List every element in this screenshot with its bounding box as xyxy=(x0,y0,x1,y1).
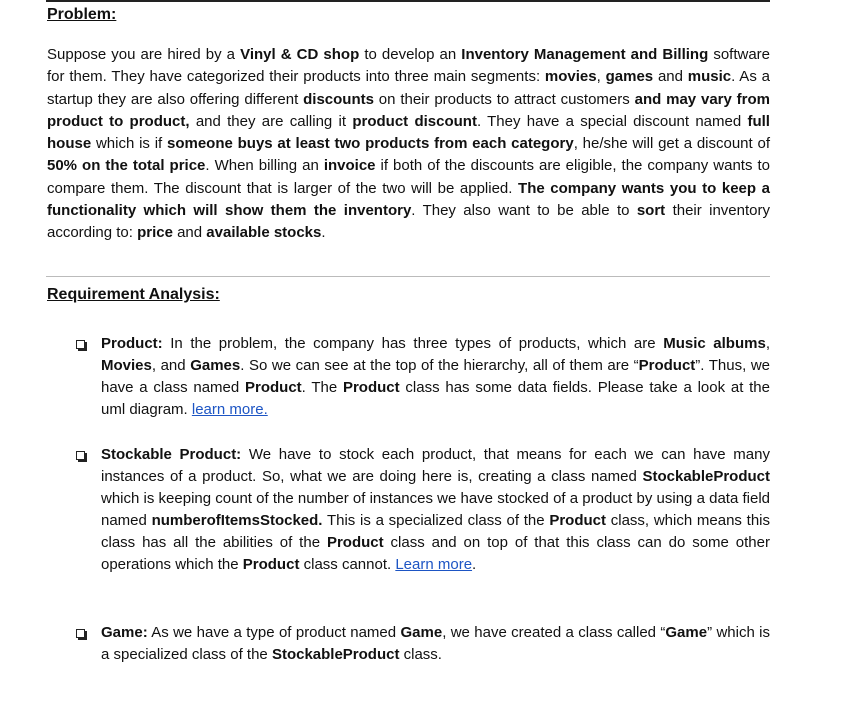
bold-text: movies xyxy=(544,68,597,86)
text-run: . xyxy=(472,556,477,573)
top-divider xyxy=(46,0,770,2)
text-run: . They have a special discount named xyxy=(476,112,748,130)
text-run: , xyxy=(596,68,606,86)
text-run: , and xyxy=(151,357,191,374)
requirement-analysis-heading: Requirement Analysis: xyxy=(47,286,220,303)
problem-heading: Problem: xyxy=(47,6,117,23)
text-run: We have to stock each product, that means for each we can have many instances of a product. So, what we are doing here is, creating a class named xyxy=(101,446,770,485)
text-run: software for them. They have categorized their products into three main segments: xyxy=(47,46,771,86)
bullet-game-text xyxy=(101,622,770,666)
bullet-product-text xyxy=(101,333,770,421)
text-run: In the problem, the company has three types of products, which are xyxy=(162,335,664,352)
text-run: , xyxy=(765,335,770,352)
bold-text: Game: xyxy=(101,624,148,641)
bold-text: Games xyxy=(190,357,241,374)
bold-text: Inventory Management and Billing xyxy=(461,46,709,63)
text-run: . They also want to be able to xyxy=(411,202,637,220)
text-run: to develop an xyxy=(359,46,462,63)
bold-text: invoice xyxy=(323,157,376,175)
checkbox-bullet-icon xyxy=(76,629,85,638)
section-divider xyxy=(46,276,770,277)
text-run: class. xyxy=(399,646,442,663)
text-run: on their products to attract customers xyxy=(373,90,635,108)
bold-text: numberofItemsStocked. xyxy=(151,512,323,529)
text-run: , we have created a class called “ xyxy=(442,624,666,641)
bold-text: available stocks xyxy=(206,224,322,242)
bold-text: and may vary from product to product, xyxy=(47,90,771,130)
text-run: . As a startup they are also offering different xyxy=(47,68,770,108)
checkbox-bullet-icon xyxy=(76,340,85,349)
bold-text: Movies xyxy=(101,357,152,374)
text-run: and xyxy=(653,68,688,86)
bold-text: sort xyxy=(636,202,666,220)
text-run: ”. Thus, we have a class named xyxy=(101,357,771,396)
bold-text: Product xyxy=(326,534,384,551)
bold-text: games xyxy=(605,68,654,86)
bold-text: music xyxy=(687,68,732,86)
bold-text: Game xyxy=(400,624,443,641)
text-run: Suppose you are hired by a xyxy=(47,46,241,63)
bold-text: Product xyxy=(638,357,696,374)
text-run: class cannot. xyxy=(299,556,396,573)
text-run: As we have a type of product named xyxy=(147,624,401,641)
bold-text: Vinyl & CD shop xyxy=(240,46,360,63)
bold-text: product discount xyxy=(352,112,477,130)
learn-more-link[interactable]: Learn more xyxy=(395,556,473,573)
text-run: , he/she will get a discount of xyxy=(573,135,770,153)
bold-text: Music albums xyxy=(663,335,766,352)
text-run: class has some data fields. Please take a look at the uml diagram. xyxy=(101,379,770,418)
bold-text: Product xyxy=(242,556,300,573)
bold-text: Product xyxy=(342,379,400,396)
bold-text: The company wants you to keep a functionality which will show them the inventory xyxy=(47,179,770,220)
bold-text: full house xyxy=(47,112,770,153)
bold-text: Product xyxy=(549,512,607,529)
text-run: their inventory according to: xyxy=(47,202,770,242)
checkbox-bullet-icon xyxy=(76,451,85,460)
bold-text: 50% on the total price xyxy=(47,157,206,175)
text-run: and they are calling it xyxy=(189,112,353,130)
bold-text: someone buys at least two products from each category xyxy=(167,135,574,153)
bold-text: Stockable Product: xyxy=(101,446,242,463)
bold-text: StockableProduct xyxy=(642,468,770,485)
bold-text: Game xyxy=(665,624,708,641)
text-run: which is if xyxy=(91,135,167,153)
text-run: and xyxy=(172,224,207,242)
text-run: This is a specialized class of the xyxy=(322,512,550,529)
text-run: class and on top of that this class can do some other operations which the xyxy=(101,534,770,573)
bold-text: Product xyxy=(245,379,302,396)
learn-more-link[interactable]: learn more. xyxy=(191,401,268,418)
bold-text: StockableProduct xyxy=(271,646,400,663)
text-run: . When billing an xyxy=(205,157,324,175)
text-run: class, which means this class has all the abilities of the xyxy=(101,512,771,551)
bold-text: price xyxy=(137,224,173,242)
problem-paragraph xyxy=(47,44,770,245)
bold-text: discounts xyxy=(303,90,374,108)
text-run: if both of the discounts are eligible, the company wants to compare them. The discount that is larger of the two will be applied. xyxy=(47,157,770,197)
text-run: . So we can see at the top of the hierarchy, all of them are “ xyxy=(240,357,639,374)
text-run: which is keeping count of the number of instances we have stocked of a product by using a data field named xyxy=(101,490,770,529)
text-run: ” which is a specialized class of the xyxy=(101,624,770,663)
text-run: . The xyxy=(301,379,343,396)
bold-text: Product: xyxy=(101,335,163,352)
text-run: . xyxy=(321,224,326,242)
bullet-stockable-product-text xyxy=(101,444,770,576)
